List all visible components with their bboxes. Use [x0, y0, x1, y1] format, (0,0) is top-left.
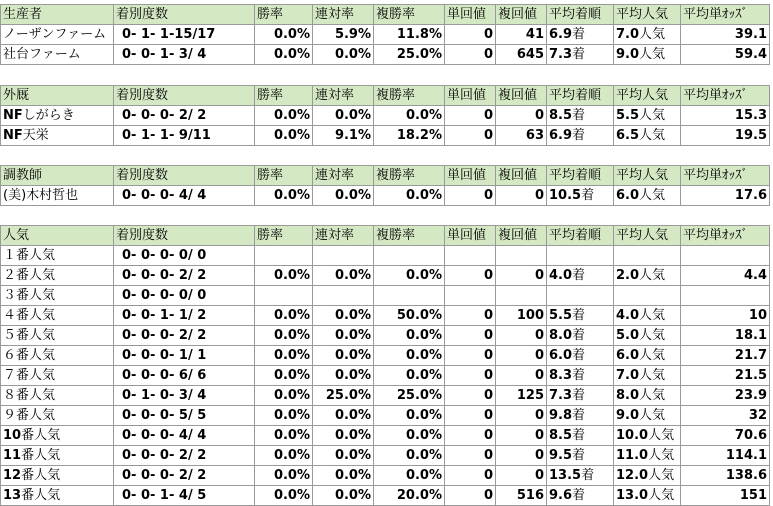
avg-odds-cell: 39.1 — [681, 25, 770, 45]
column-header: 複回値 — [496, 226, 547, 246]
quinella-rate-cell: 0.0% — [313, 466, 374, 486]
record-cell: 0- 0- 0- 4/ 4 — [114, 186, 255, 206]
avg-finish-cell: 13.5着 — [547, 466, 614, 486]
avg-odds-cell: 138.6 — [681, 466, 770, 486]
table-row — [1, 406, 770, 426]
win-return-cell — [445, 286, 496, 306]
place-rate-cell: 50.0% — [374, 306, 445, 326]
row-name-cell: 13番人気 — [1, 486, 114, 506]
avg-popularity-cell: 8.0人気 — [614, 386, 681, 406]
section-title: 人気 — [1, 226, 114, 246]
avg-odds-cell: 15.3 — [681, 106, 770, 126]
avg-finish-cell: 8.5着 — [547, 426, 614, 446]
place-rate-cell: 0.0% — [374, 406, 445, 426]
win-rate-cell: 0.0% — [255, 25, 313, 45]
column-header: 平均人気 — [614, 5, 681, 25]
avg-finish-cell: 8.0着 — [547, 326, 614, 346]
avg-finish-cell: 10.5着 — [547, 186, 614, 206]
win-rate-cell: 0.0% — [255, 466, 313, 486]
avg-popularity-cell: 11.0人気 — [614, 446, 681, 466]
table-row — [1, 306, 770, 326]
column-header: 平均人気 — [614, 166, 681, 186]
avg-popularity-cell: 13.0人気 — [614, 486, 681, 506]
table-row — [1, 466, 770, 486]
row-name-cell: ２番人気 — [1, 266, 114, 286]
place-return-cell: 0 — [496, 466, 547, 486]
place-rate-cell: 0.0% — [374, 266, 445, 286]
column-header: 複回値 — [496, 5, 547, 25]
section-title: 外厩 — [1, 86, 114, 106]
column-header: 複勝率 — [374, 5, 445, 25]
table-row — [1, 386, 770, 406]
table-row — [1, 266, 770, 286]
column-header: 着別度数 — [114, 226, 255, 246]
avg-popularity-cell: 7.0人気 — [614, 25, 681, 45]
record-cell: 0- 0- 1- 3/ 4 — [114, 45, 255, 65]
column-header: 平均単ｵｯｽﾞ — [681, 86, 770, 106]
avg-finish-cell: 6.0着 — [547, 346, 614, 366]
avg-popularity-cell: 4.0人気 — [614, 306, 681, 326]
win-rate-cell: 0.0% — [255, 486, 313, 506]
avg-odds-cell: 4.4 — [681, 266, 770, 286]
row-name-cell: １番人気 — [1, 246, 114, 266]
win-rate-cell: 0.0% — [255, 406, 313, 426]
row-name-cell: NFしがらき — [1, 106, 114, 126]
quinella-rate-cell: 0.0% — [313, 446, 374, 466]
place-return-cell: 100 — [496, 306, 547, 326]
column-header: 平均単ｵｯｽﾞ — [681, 5, 770, 25]
row-name-cell: (美)木村哲也 — [1, 186, 114, 206]
row-name-cell: 11番人気 — [1, 446, 114, 466]
win-return-cell: 0 — [445, 426, 496, 446]
place-return-cell: 0 — [496, 406, 547, 426]
quinella-rate-cell: 0.0% — [313, 45, 374, 65]
avg-odds-cell: 10 — [681, 306, 770, 326]
column-header: 勝率 — [255, 86, 313, 106]
column-header: 連対率 — [313, 86, 374, 106]
win-return-cell: 0 — [445, 25, 496, 45]
section-table — [0, 225, 770, 506]
record-cell: 0- 0- 1- 1/ 2 — [114, 306, 255, 326]
win-return-cell: 0 — [445, 446, 496, 466]
quinella-rate-cell: 0.0% — [313, 366, 374, 386]
avg-odds-cell: 21.5 — [681, 366, 770, 386]
quinella-rate-cell: 0.0% — [313, 346, 374, 366]
column-header: 連対率 — [313, 166, 374, 186]
row-name-cell: ノーザンファーム — [1, 25, 114, 45]
row-name-cell: ９番人気 — [1, 406, 114, 426]
quinella-rate-cell: 0.0% — [313, 266, 374, 286]
table-row — [1, 486, 770, 506]
win-return-cell: 0 — [445, 366, 496, 386]
place-return-cell: 41 — [496, 25, 547, 45]
column-header: 平均単ｵｯｽﾞ — [681, 226, 770, 246]
row-name-cell: NF天栄 — [1, 126, 114, 146]
place-return-cell — [496, 246, 547, 266]
place-return-cell: 63 — [496, 126, 547, 146]
table-row — [1, 326, 770, 346]
column-header: 勝率 — [255, 166, 313, 186]
row-name-cell: ４番人気 — [1, 306, 114, 326]
section-table — [0, 165, 770, 206]
win-rate-cell: 0.0% — [255, 45, 313, 65]
place-rate-cell — [374, 246, 445, 266]
quinella-rate-cell: 0.0% — [313, 426, 374, 446]
win-return-cell: 0 — [445, 126, 496, 146]
avg-finish-cell: 9.8着 — [547, 406, 614, 426]
win-return-cell: 0 — [445, 346, 496, 366]
win-rate-cell: 0.0% — [255, 106, 313, 126]
section-title: 調教師 — [1, 166, 114, 186]
record-cell: 0- 0- 0- 0/ 0 — [114, 286, 255, 306]
row-name-cell: ７番人気 — [1, 366, 114, 386]
quinella-rate-cell: 0.0% — [313, 326, 374, 346]
column-header: 平均着順 — [547, 226, 614, 246]
column-header: 勝率 — [255, 226, 313, 246]
avg-odds-cell: 23.9 — [681, 386, 770, 406]
win-return-cell: 0 — [445, 486, 496, 506]
win-rate-cell: 0.0% — [255, 426, 313, 446]
place-rate-cell: 25.0% — [374, 45, 445, 65]
table-row — [1, 446, 770, 466]
section-table — [0, 85, 770, 146]
column-header: 平均着順 — [547, 5, 614, 25]
win-rate-cell: 0.0% — [255, 326, 313, 346]
row-name-cell: ３番人気 — [1, 286, 114, 306]
win-rate-cell: 0.0% — [255, 386, 313, 406]
header-row — [1, 166, 770, 186]
table-row — [1, 246, 770, 266]
avg-popularity-cell: 6.0人気 — [614, 346, 681, 366]
table-row — [1, 426, 770, 446]
win-rate-cell: 0.0% — [255, 126, 313, 146]
win-return-cell: 0 — [445, 406, 496, 426]
record-cell: 0- 0- 1- 4/ 5 — [114, 486, 255, 506]
column-header: 着別度数 — [114, 166, 255, 186]
place-return-cell: 0 — [496, 106, 547, 126]
table-row — [1, 45, 770, 65]
avg-odds-cell: 151 — [681, 486, 770, 506]
avg-finish-cell: 9.6着 — [547, 486, 614, 506]
avg-odds-cell: 59.4 — [681, 45, 770, 65]
quinella-rate-cell: 0.0% — [313, 186, 374, 206]
column-header: 平均人気 — [614, 226, 681, 246]
place-rate-cell: 25.0% — [374, 386, 445, 406]
section-title: 生産者 — [1, 5, 114, 25]
record-cell: 0- 1- 1- 9/11 — [114, 126, 255, 146]
column-header: 複回値 — [496, 86, 547, 106]
place-rate-cell: 20.0% — [374, 486, 445, 506]
place-rate-cell — [374, 286, 445, 306]
column-header: 複勝率 — [374, 226, 445, 246]
record-cell: 0- 0- 0- 4/ 4 — [114, 426, 255, 446]
avg-odds-cell: 21.7 — [681, 346, 770, 366]
place-rate-cell: 0.0% — [374, 186, 445, 206]
win-return-cell: 0 — [445, 306, 496, 326]
header-row — [1, 226, 770, 246]
place-return-cell: 0 — [496, 446, 547, 466]
avg-popularity-cell: 5.0人気 — [614, 326, 681, 346]
column-header: 着別度数 — [114, 5, 255, 25]
win-return-cell: 0 — [445, 466, 496, 486]
avg-odds-cell: 32 — [681, 406, 770, 426]
record-cell: 0- 0- 0- 5/ 5 — [114, 406, 255, 426]
column-header: 連対率 — [313, 5, 374, 25]
column-header: 複勝率 — [374, 166, 445, 186]
avg-finish-cell — [547, 246, 614, 266]
column-header: 勝率 — [255, 5, 313, 25]
column-header: 着別度数 — [114, 86, 255, 106]
column-header: 平均人気 — [614, 86, 681, 106]
avg-odds-cell: 17.6 — [681, 186, 770, 206]
place-return-cell: 0 — [496, 326, 547, 346]
avg-odds-cell: 114.1 — [681, 446, 770, 466]
win-return-cell: 0 — [445, 266, 496, 286]
place-rate-cell: 0.0% — [374, 326, 445, 346]
place-rate-cell: 0.0% — [374, 106, 445, 126]
row-name-cell: ５番人気 — [1, 326, 114, 346]
place-return-cell: 0 — [496, 186, 547, 206]
column-header: 複勝率 — [374, 86, 445, 106]
place-return-cell: 0 — [496, 366, 547, 386]
record-cell: 0- 0- 0- 0/ 0 — [114, 246, 255, 266]
win-rate-cell: 0.0% — [255, 446, 313, 466]
win-rate-cell — [255, 286, 313, 306]
win-return-cell: 0 — [445, 326, 496, 346]
record-cell: 0- 0- 0- 2/ 2 — [114, 466, 255, 486]
avg-popularity-cell — [614, 246, 681, 266]
record-cell: 0- 1- 0- 3/ 4 — [114, 386, 255, 406]
avg-popularity-cell: 2.0人気 — [614, 266, 681, 286]
avg-odds-cell — [681, 286, 770, 306]
quinella-rate-cell: 25.0% — [313, 386, 374, 406]
column-header: 連対率 — [313, 226, 374, 246]
win-rate-cell: 0.0% — [255, 186, 313, 206]
win-return-cell: 0 — [445, 106, 496, 126]
quinella-rate-cell: 5.9% — [313, 25, 374, 45]
quinella-rate-cell: 0.0% — [313, 486, 374, 506]
win-return-cell: 0 — [445, 386, 496, 406]
avg-finish-cell: 8.3着 — [547, 366, 614, 386]
win-return-cell: 0 — [445, 186, 496, 206]
record-cell: 0- 0- 0- 1/ 1 — [114, 346, 255, 366]
place-return-cell: 0 — [496, 346, 547, 366]
quinella-rate-cell: 0.0% — [313, 306, 374, 326]
record-cell: 0- 0- 0- 2/ 2 — [114, 446, 255, 466]
win-rate-cell: 0.0% — [255, 266, 313, 286]
table-row — [1, 106, 770, 126]
table-row — [1, 286, 770, 306]
avg-popularity-cell: 6.5人気 — [614, 126, 681, 146]
record-cell: 0- 0- 0- 6/ 6 — [114, 366, 255, 386]
row-name-cell: 社台ファーム — [1, 45, 114, 65]
header-row — [1, 86, 770, 106]
column-header: 平均着順 — [547, 166, 614, 186]
table-row — [1, 25, 770, 45]
win-rate-cell: 0.0% — [255, 346, 313, 366]
avg-popularity-cell: 9.0人気 — [614, 406, 681, 426]
avg-finish-cell: 9.5着 — [547, 446, 614, 466]
avg-finish-cell: 8.5着 — [547, 106, 614, 126]
column-header: 単回値 — [445, 226, 496, 246]
place-return-cell: 516 — [496, 486, 547, 506]
header-row — [1, 5, 770, 25]
avg-finish-cell: 6.9着 — [547, 126, 614, 146]
avg-odds-cell: 18.1 — [681, 326, 770, 346]
avg-finish-cell: 7.3着 — [547, 386, 614, 406]
place-return-cell: 125 — [496, 386, 547, 406]
avg-finish-cell: 7.3着 — [547, 45, 614, 65]
row-name-cell: ８番人気 — [1, 386, 114, 406]
place-return-cell — [496, 286, 547, 306]
avg-popularity-cell: 10.0人気 — [614, 426, 681, 446]
record-cell: 0- 0- 0- 2/ 2 — [114, 106, 255, 126]
avg-finish-cell: 5.5着 — [547, 306, 614, 326]
avg-popularity-cell: 12.0人気 — [614, 466, 681, 486]
avg-popularity-cell: 6.0人気 — [614, 186, 681, 206]
quinella-rate-cell — [313, 246, 374, 266]
win-return-cell: 0 — [445, 45, 496, 65]
avg-odds-cell: 19.5 — [681, 126, 770, 146]
column-header: 平均着順 — [547, 86, 614, 106]
table-row — [1, 346, 770, 366]
record-cell: 0- 1- 1-15/17 — [114, 25, 255, 45]
avg-popularity-cell: 9.0人気 — [614, 45, 681, 65]
column-header: 複回値 — [496, 166, 547, 186]
row-name-cell: ６番人気 — [1, 346, 114, 366]
place-rate-cell: 0.0% — [374, 466, 445, 486]
avg-odds-cell: 70.6 — [681, 426, 770, 446]
place-rate-cell: 0.0% — [374, 426, 445, 446]
win-rate-cell: 0.0% — [255, 366, 313, 386]
place-return-cell: 0 — [496, 266, 547, 286]
quinella-rate-cell: 0.0% — [313, 106, 374, 126]
place-rate-cell: 0.0% — [374, 366, 445, 386]
column-header: 単回値 — [445, 86, 496, 106]
place-return-cell: 0 — [496, 426, 547, 446]
table-row — [1, 186, 770, 206]
avg-finish-cell: 6.9着 — [547, 25, 614, 45]
avg-finish-cell — [547, 286, 614, 306]
table-row — [1, 366, 770, 386]
place-rate-cell: 18.2% — [374, 126, 445, 146]
column-header: 単回値 — [445, 166, 496, 186]
avg-odds-cell — [681, 246, 770, 266]
avg-finish-cell: 4.0着 — [547, 266, 614, 286]
place-rate-cell: 11.8% — [374, 25, 445, 45]
avg-popularity-cell: 7.0人気 — [614, 366, 681, 386]
place-rate-cell: 0.0% — [374, 346, 445, 366]
section-table — [0, 4, 770, 65]
table-row — [1, 126, 770, 146]
place-return-cell: 645 — [496, 45, 547, 65]
win-rate-cell — [255, 246, 313, 266]
row-name-cell: 10番人気 — [1, 426, 114, 446]
win-return-cell — [445, 246, 496, 266]
column-header: 単回値 — [445, 5, 496, 25]
quinella-rate-cell: 9.1% — [313, 126, 374, 146]
avg-popularity-cell — [614, 286, 681, 306]
win-rate-cell: 0.0% — [255, 306, 313, 326]
avg-popularity-cell: 5.5人気 — [614, 106, 681, 126]
quinella-rate-cell — [313, 286, 374, 306]
column-header: 平均単ｵｯｽﾞ — [681, 166, 770, 186]
record-cell: 0- 0- 0- 2/ 2 — [114, 326, 255, 346]
quinella-rate-cell: 0.0% — [313, 406, 374, 426]
place-rate-cell: 0.0% — [374, 446, 445, 466]
record-cell: 0- 0- 0- 2/ 2 — [114, 266, 255, 286]
row-name-cell: 12番人気 — [1, 466, 114, 486]
